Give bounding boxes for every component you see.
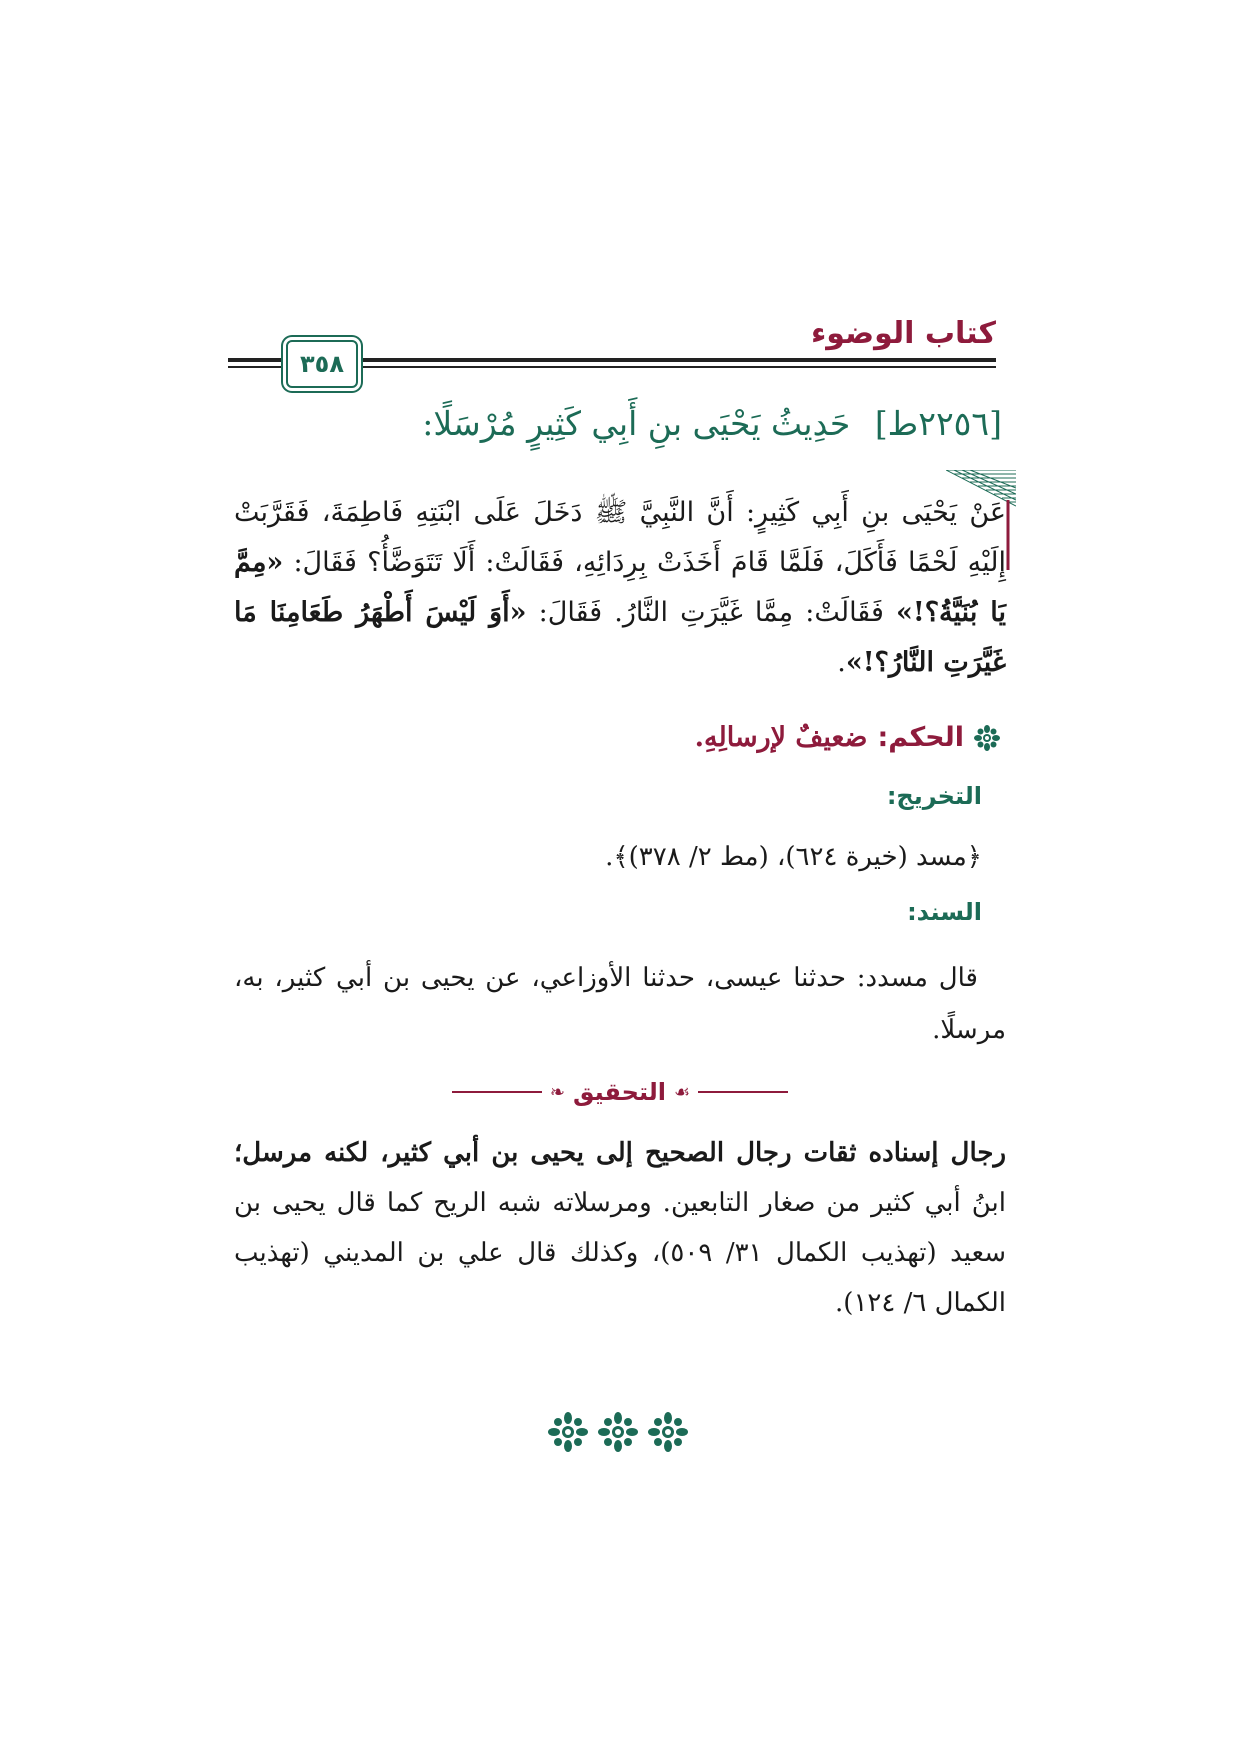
hadith-title: حَدِيثُ يَحْيَى بنِ أَبِي كَثِيرٍ مُرْسَلًا: (422, 404, 851, 443)
page-header (228, 316, 996, 392)
sanad-label: السند: (907, 898, 982, 926)
ruling (695, 722, 1000, 753)
takhrij-text: ﴿مسد (خيرة ٦٢٤)، (مط ٢/ ٣٧٨)﴾. (605, 842, 982, 872)
divider-ornament-icon: ☙ (674, 1081, 691, 1103)
tahqiq-title: التحقيق (572, 1078, 666, 1106)
flower-ornament-icon (548, 1412, 588, 1452)
hadith-heading (422, 404, 1002, 443)
hadith-text-part: فَقَالَتْ: مِمَّا غَيَّرَتِ النَّارُ. فَقَالَ: (526, 597, 896, 628)
tahqiq-body: ابنُ أبي كثير من صغار التابعين. ومرسلاته شبه الريح كما قال يحيى بن سعيد (تهذيب الكمال ٣١/ ٥٠٩)، وكذلك قال علي بن المديني (تهذيب الكمال ٦/ ١٢٤). (234, 1188, 1006, 1318)
hadith-number: [٢٢٥٦ط] (874, 404, 1002, 443)
divider-line (452, 1091, 542, 1093)
hadith-text-part: عَنْ يَحْيَى بنِ أَبِي كَثِيرٍ: أَنَّ النَّبِيَّ ﷺ دَخَلَ عَلَى ابْنَتِهِ فَاطِمَةَ، فَقَرَّبَتْ إِلَيْهِ لَحْمًا فَأَكَلَ، فَلَمَّا قَامَ أَخَذَتْ بِرِدَائِهِ، فَقَالَتْ: أَلَا تَتَوَضَّأُ؟ فَقَالَ: (234, 497, 1006, 578)
hadith-quote: «مِمَّ يَا بُنَيَّةُ؟!» (234, 547, 1007, 628)
tahqiq-lead: رجال إسناده ثقات رجال الصحيح إلى يحيى بن أبي كثير، لكنه مرسل؛ (234, 1138, 1006, 1168)
tahqiq-divider (420, 1074, 820, 1110)
end-ornament (548, 1410, 688, 1454)
ruling-value: ضعيفٌ لإرسالِهِ. (694, 722, 868, 753)
flower-ornament-icon (598, 1412, 638, 1452)
hadith-text (234, 488, 1006, 688)
divider-ornament-icon: ❧ (549, 1081, 565, 1103)
hadith-text-end: . (837, 647, 846, 678)
hadith-quote: «أَوَ لَيْسَ أَطْهَرُ طَعَامِنَا مَا غَيَّرَتِ النَّارُ؟!» (234, 597, 1006, 678)
takhrij-label: التخريج: (886, 782, 982, 810)
ruling-label: الحكم: (877, 722, 964, 753)
book-title: كتاب الوضوء (810, 316, 996, 351)
tahqiq-text (234, 1128, 1006, 1328)
page-number-frame (286, 340, 358, 388)
divider-line (698, 1091, 788, 1093)
page-number: ٣٥٨ (300, 350, 344, 378)
flower-ornament-icon (648, 1412, 688, 1452)
flower-ornament-icon (974, 725, 1000, 751)
sanad-text: قال مسدد: حدثنا عيسى، حدثنا الأوزاعي، عن يحيى بن أبي كثير، به، مرسلًا. (234, 963, 1006, 1045)
